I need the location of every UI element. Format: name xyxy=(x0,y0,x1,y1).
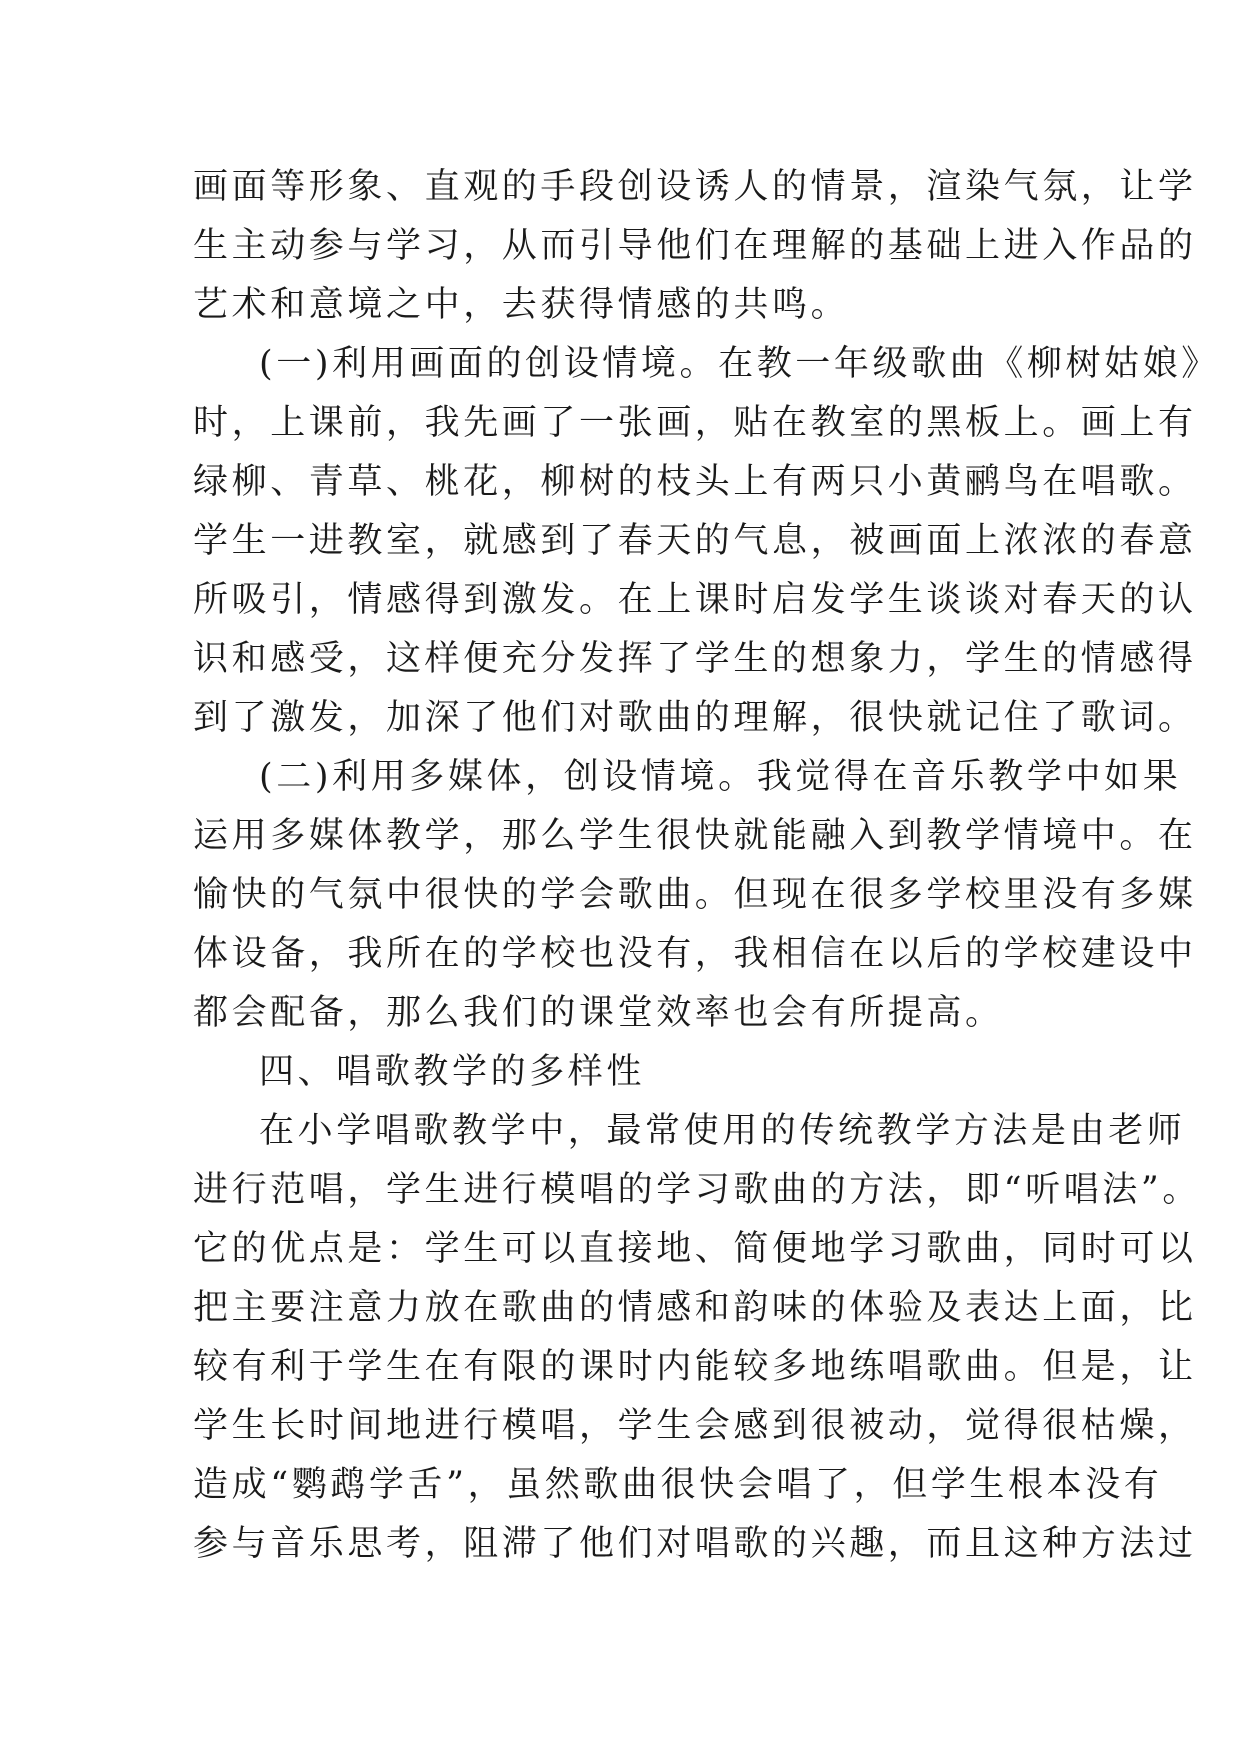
text-line: 体设备，我所在的学校也没有，我相信在以后的学校建设中 xyxy=(193,934,1197,974)
text-line: 参与音乐思考，阻滞了他们对唱歌的兴趣，而且这种方法过 xyxy=(193,1524,1197,1564)
text-line: 生主动参与学习，从而引导他们在理解的基础上进入作品的 xyxy=(193,226,1197,266)
text-line: 学生一进教室，就感到了春天的气息，被画面上浓浓的春意 xyxy=(193,521,1197,561)
text-line: 绿柳、青草、桃花，柳树的枝头上有两只小黄鹂鸟在唱歌。 xyxy=(193,462,1197,502)
text-line: 所吸引，情感得到激发。在上课时启发学生谈谈对春天的认 xyxy=(193,580,1197,620)
text-line: 它的优点是：学生可以直接地、简便地学习歌曲，同时可以 xyxy=(193,1229,1197,1269)
text-line: 学生长时间地进行模唱，学生会感到很被动，觉得很枯燥， xyxy=(193,1406,1197,1446)
paragraph-first-line: 在小学唱歌教学中，最常使用的传统教学方法是由老师 xyxy=(259,1111,1186,1151)
text-line: 造成“鹦鹉学舌”，虽然歌曲很快会唱了，但学生根本没有 xyxy=(193,1465,1163,1505)
paragraph-first-line: (二)利用多媒体，创设情境。我觉得在音乐教学中如果 xyxy=(259,757,1182,797)
text-line: 都会配备，那么我们的课堂效率也会有所提高。 xyxy=(193,993,1004,1033)
text-line: 较有利于学生在有限的课时内能较多地练唱歌曲。但是，让 xyxy=(193,1347,1197,1387)
text-line: 时，上课前，我先画了一张画，贴在教室的黑板上。画上有 xyxy=(193,403,1197,443)
paragraph-first-line: (一)利用画面的创设情境。在教一年级歌曲《柳树姑娘》 xyxy=(259,344,1220,384)
text-line: 画面等形象、直观的手段创设诱人的情景，渲染气氛，让学 xyxy=(193,167,1197,207)
text-line: 进行范唱，学生进行模唱的学习歌曲的方法，即“听唱法”。 xyxy=(193,1170,1201,1210)
body-text xyxy=(193,158,1220,1574)
text-line: 运用多媒体教学，那么学生很快就能融入到教学情境中。在 xyxy=(193,816,1197,856)
text-line: 到了激发，加深了他们对歌曲的理解，很快就记住了歌词。 xyxy=(193,698,1197,738)
text-line: 识和感受，这样便充分发挥了学生的想象力，学生的情感得 xyxy=(193,639,1197,679)
section-heading: 四、唱歌教学的多样性 xyxy=(259,1052,646,1092)
text-line: 把主要注意力放在歌曲的情感和韵味的体验及表达上面，比 xyxy=(193,1288,1197,1328)
text-line: 艺术和意境之中，去获得情感的共鸣。 xyxy=(193,285,850,325)
text-line: 愉快的气氛中很快的学会歌曲。但现在很多学校里没有多媒 xyxy=(193,875,1197,915)
